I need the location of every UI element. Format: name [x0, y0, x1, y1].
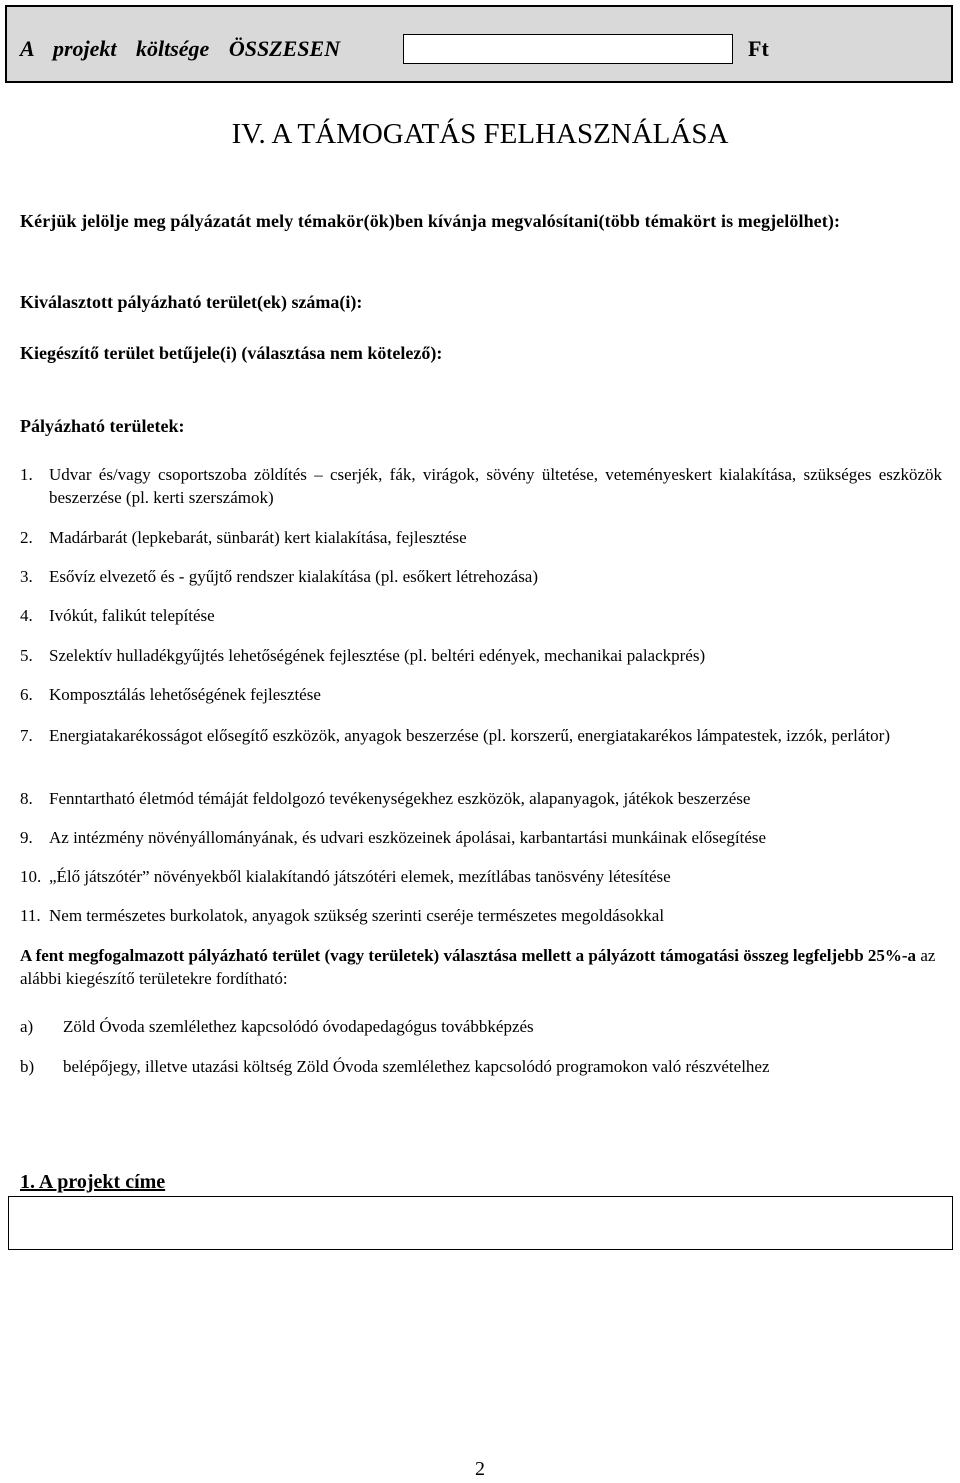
list-number: 6.: [20, 685, 33, 704]
selected-area-label: Kiválasztott pályázható terület(ek) száma(i):: [20, 292, 363, 312]
list-number: 9.: [20, 828, 33, 847]
note-bold-text: A fent megfogalmazott pályázható terület (vagy területek) választása mellett a pályázott támogatási összeg legfeljebb 25%-a: [20, 946, 917, 965]
list-number: 1.: [20, 465, 33, 484]
item-letter: b): [20, 1057, 35, 1076]
list-number: 5.: [20, 646, 33, 665]
project-cost-input[interactable]: [403, 34, 733, 64]
list-text: Fenntartható életmód témáját feldolgozó tevékenységekhez eszközök, alapanyagok, játékok beszerzése: [49, 789, 751, 808]
list-text: Az intézmény növényállományának, és udvari eszközeinek ápolásai, karbantartási munkáinak elősegítése: [49, 828, 767, 847]
item-text: belépőjegy, illetve utazási költség Zöld Óvoda szemlélethez kapcsolódó programokon való részvételhez: [63, 1057, 770, 1076]
list-item: [20, 604, 942, 627]
list-text: Nem természetes burkolatok, anyagok szükség szerinti cseréje természetes megoldásokkal: [49, 906, 665, 925]
list-text: Esővíz elvezető és - gyűjtő rendszer kialakítása (pl. esőkert létrehozása): [49, 567, 539, 586]
list-item: [20, 865, 942, 888]
list-text: Komposztálás lehetőségének fejlesztése: [49, 685, 321, 704]
complementary-area-label: Kiegészítő terület betűjele(i) (választása nem kötelező):: [20, 343, 443, 363]
list-number: 2.: [20, 528, 33, 547]
list-item: [20, 904, 942, 927]
page-number: 2: [475, 1458, 485, 1480]
list-item: [20, 526, 942, 549]
list-number: 10.: [20, 867, 42, 886]
list-text: Madárbarát (lepkebarát, sünbarát) kert kialakítása, fejlesztése: [49, 528, 467, 547]
list-text: Ivókút, falikút telepítése: [49, 606, 215, 625]
note-normal-text: az alábbi kiegészítő területekre fordítható:: [20, 946, 936, 988]
list-number: 3.: [20, 567, 33, 586]
list-text: Szelektív hulladékgyűjtés lehetőségének fejlesztése (pl. beltéri edények, mechanikai palackprés): [49, 646, 706, 665]
list-number: 7.: [20, 726, 33, 745]
list-number: 4.: [20, 606, 33, 625]
areas-heading: Pályázható területek:: [20, 416, 185, 436]
list-item: [20, 724, 942, 747]
list-item: [20, 683, 942, 706]
list-number: 8.: [20, 789, 33, 808]
list-text: „Élő játszótér” növényekből kialakítandó játszótéri elemek, mezítlábas tanösvény létesítése: [49, 867, 671, 886]
list-number: 11.: [20, 906, 41, 925]
section-title: IV. A TÁMOGATÁS FELHASZNÁLÁSA: [231, 118, 729, 150]
item-text: Zöld Óvoda szemlélethez kapcsolódó óvodapedagógus továbbképzés: [63, 1017, 534, 1036]
list-item: [20, 463, 942, 509]
complementary-note: [20, 944, 945, 990]
project-title-label: 1. A projekt címe: [20, 1171, 166, 1193]
project-cost-label: A projekt költsége ÖSSZESEN: [20, 36, 341, 61]
list-item: [20, 565, 942, 588]
currency-unit: Ft: [748, 36, 769, 61]
list-item: [20, 826, 942, 849]
list-text: Energiatakarékosságot elősegítő eszközök, anyagok beszerzése (pl. korszerű, energiatakarékos lámpatestek, izzók, perlátor): [49, 726, 890, 745]
item-letter: a): [20, 1017, 34, 1036]
intro-text: Kérjük jelölje meg pályázatát mely témakör(ök)ben kívánja megvalósítani(több témakört is megjelölhet):: [20, 211, 841, 231]
list-item: [20, 644, 942, 667]
list-item: [20, 787, 942, 810]
list-text: Udvar és/vagy csoportszoba zöldítés – cserjék, fák, virágok, sövény ültetése, veteményeskert kialakítása, szükséges eszközök beszerzése (pl. kerti szerszámok): [49, 465, 942, 507]
project-title-input[interactable]: [8, 1196, 953, 1250]
